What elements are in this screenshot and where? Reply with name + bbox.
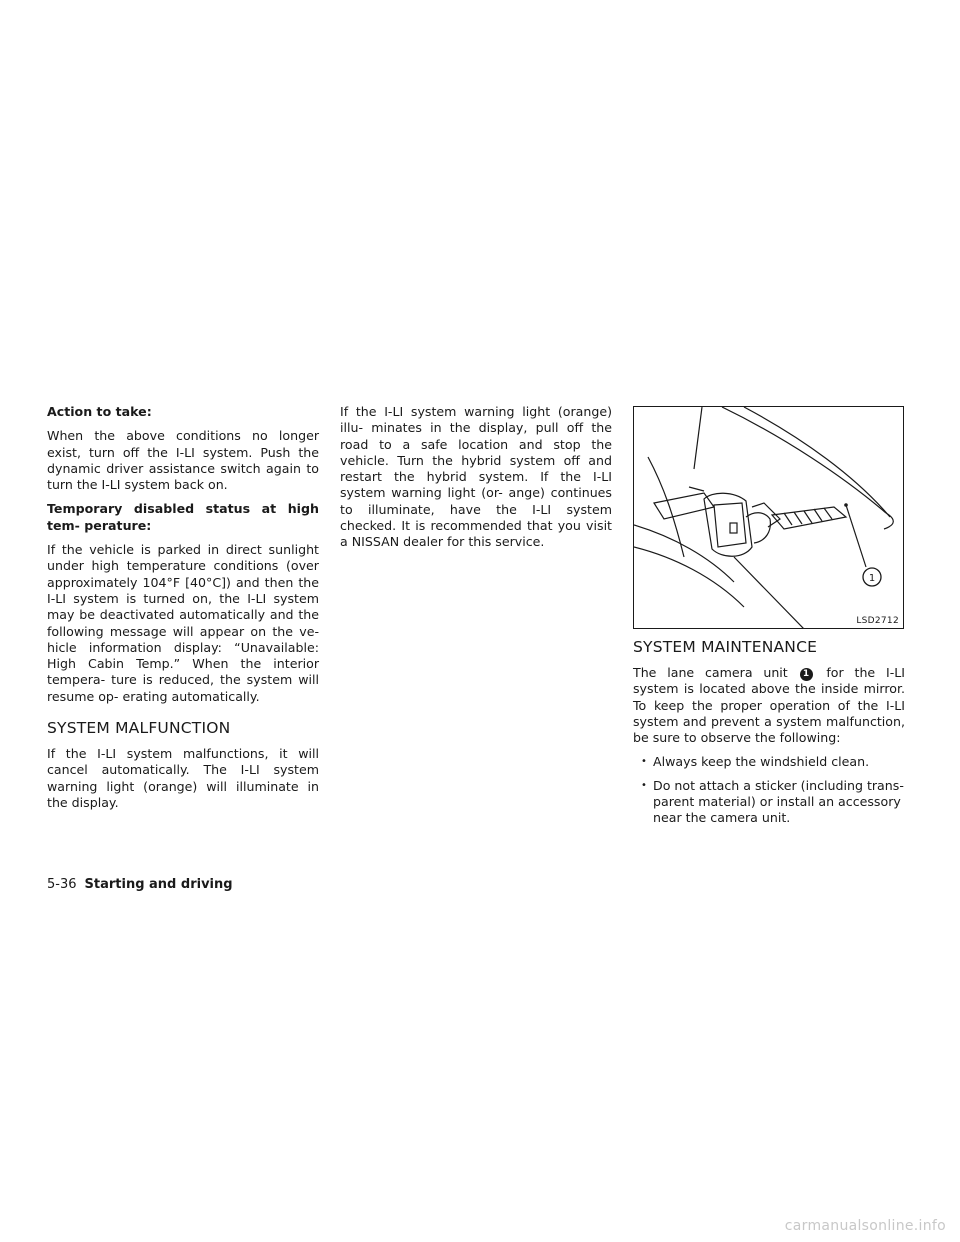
maintenance-heading: SYSTEM MAINTENANCE [633, 638, 818, 656]
temp-text: If the vehicle is parked in direct sunlight under high temperature conditions (over approximately 104°F [40°C]) and then the I-LI system is turned on, the I-LI system may be deactivated automatically and the following message will appear on the ve- hicle information display: “Unavailable: High Cabin Temp.” When the interior tempera- ture is reduced, the system will resume op- erating automatically. [47, 542, 319, 704]
maintenance-intro-end: for the I-LI system is located above the inside mirror. To keep the proper operation of the I-LI system and prevent a system malfunction, be sure to observe the following: [633, 665, 905, 746]
list-item: • Do not attach a sticker (including trans- parent material) or install an accessory near the camera unit. [633, 778, 905, 827]
callout-marker: 1 [800, 668, 813, 681]
malfunction-text: If the I-LI system malfunctions, it will cancel automatically. The I-LI system warning light (orange) will illuminate in the display. [47, 746, 319, 810]
page-footer [47, 877, 233, 892]
figure-callout: 1 [868, 573, 876, 584]
action-text: When the above conditions no longer exist, turn off the I-LI system. Push the dynamic driver assistance switch again to turn the I-LI system back on. [47, 428, 319, 493]
action-heading: Action to take: [47, 404, 152, 419]
maintenance-list [633, 754, 905, 826]
right-column [633, 638, 905, 834]
figure-code: LSD2712 [856, 616, 899, 626]
camera-illustration-drawing [634, 407, 904, 629]
section-title: Starting and driving [84, 877, 233, 892]
list-item: • Always keep the windshield clean. [633, 754, 905, 770]
malfunction-heading: SYSTEM MALFUNCTION [47, 719, 231, 738]
left-column [47, 404, 319, 819]
page-number: 5-36 [47, 877, 77, 892]
watermark: carmanualsonline.info [784, 1218, 946, 1234]
camera-unit-illustration [633, 406, 904, 629]
warning-light-text: If the I-LI system warning light (orange) illu- minates in the display, pull off the road to a safe location and stop the vehicle. Turn the hybrid system off and restart the hybrid system. If the I-LI system warning light (or- ange) continues to illuminate, have the I-LI system checked. It is recommended that you visit a NISSAN dealer for this service. [340, 404, 612, 550]
temp-heading: Temporary disabled status at high tem- perature: [47, 501, 319, 533]
maintenance-intro-start: The lane camera unit [633, 665, 788, 680]
maintenance-intro [633, 665, 905, 746]
middle-column [340, 404, 612, 559]
